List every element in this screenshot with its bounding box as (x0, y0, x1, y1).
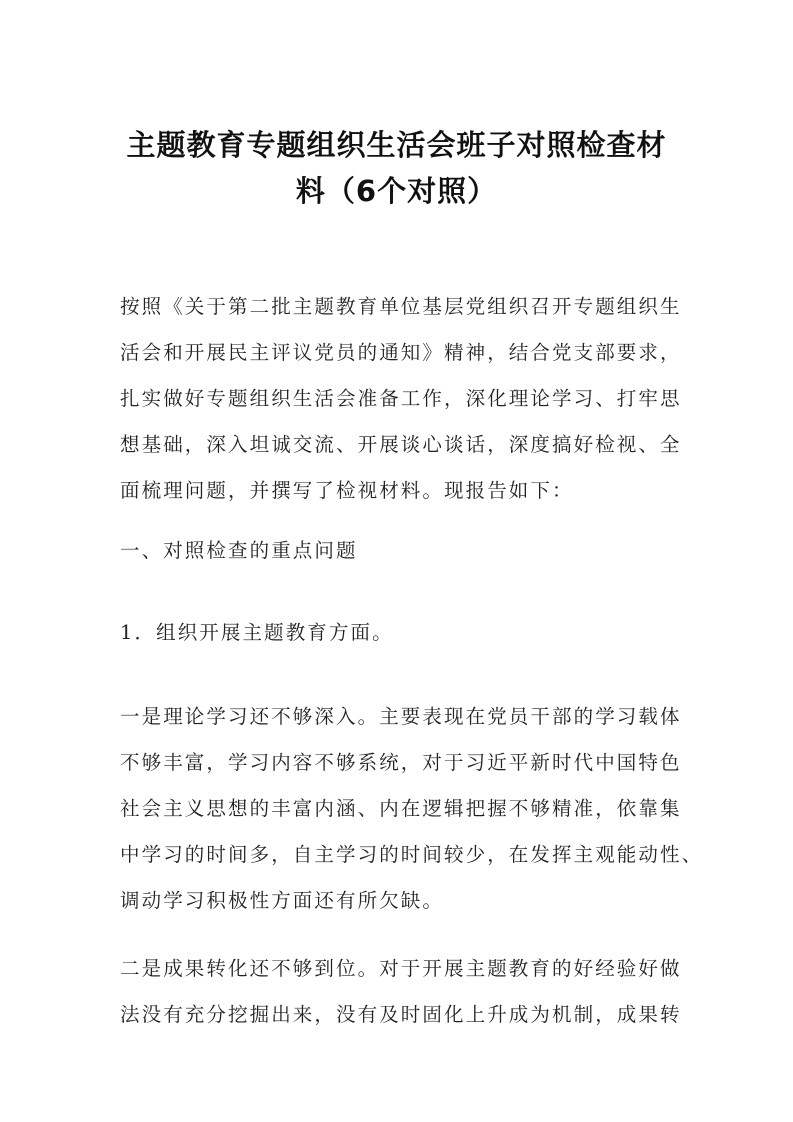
subsection-heading (120, 610, 673, 656)
text-line: 中学习的时间多，自主学习的时间较少，在发挥主观能动性、 (120, 843, 704, 866)
text-line: 一是理论学习还不够深入。主要表现在党员干部的学习载体 (120, 705, 682, 728)
intro-paragraph (120, 284, 682, 514)
text-line: 调动学习积极性方面还有所欠缺。 (120, 889, 445, 912)
body-paragraph (120, 946, 682, 1038)
text-line: 活会和开展民主评议党员的通知》精神，结合党支部要求， (120, 341, 682, 364)
text-line: 扎实做好专题组织生活会准备工作，深化理论学习、打牢思 (120, 387, 682, 410)
subsection-heading-text: 1．组织开展主题教育方面。 (120, 621, 394, 644)
text-line: 面梳理问题，并撰写了检视材料。现报告如下： (120, 479, 574, 502)
section-heading (120, 528, 673, 574)
document-title (120, 122, 673, 214)
text-line: 社会主义思想的丰富内涵、内在逻辑把握不够精准，依靠集 (120, 797, 682, 820)
section-heading-text: 一、对照检查的重点问题 (120, 539, 358, 562)
text-line: 法没有充分挖掘出来，没有及时固化上升成为机制，成果转 (120, 1003, 682, 1026)
body-paragraph (120, 694, 704, 924)
title-line: 主题教育专题组织生活会班子对照检查材 (126, 128, 667, 162)
title-line: 料（6个对照） (295, 174, 498, 208)
text-line: 不够丰富，学习内容不够系统，对于习近平新时代中国特色 (120, 751, 682, 774)
text-line: 想基础，深入坦诚交流、开展谈心谈话，深度搞好检视、全 (120, 433, 682, 456)
text-line: 按照《关于第二批主题教育单位基层党组织召开专题组织生 (120, 295, 682, 318)
text-line: 二是成果转化还不够到位。对于开展主题教育的好经验好做 (120, 957, 682, 980)
